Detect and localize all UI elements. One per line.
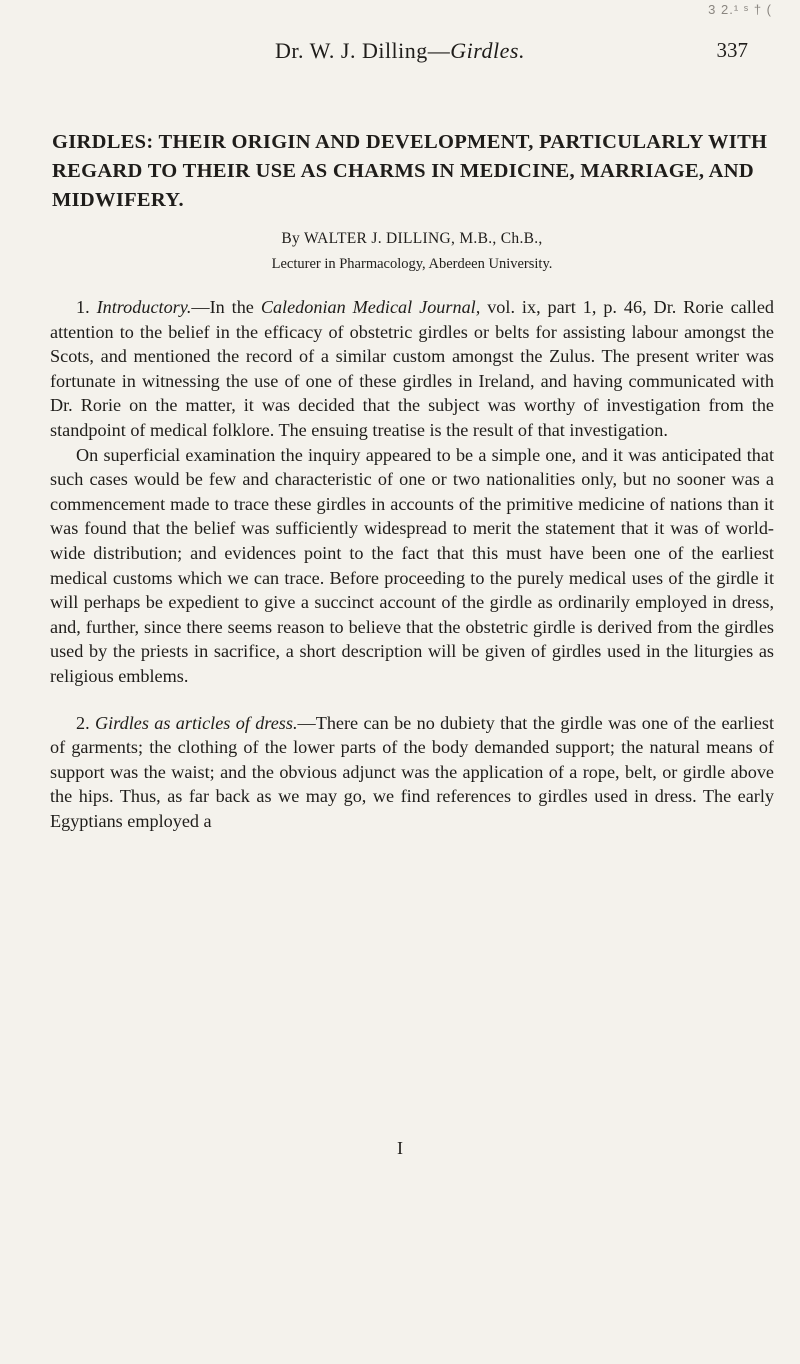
article-title: GIRDLES: THEIR ORIGIN AND DEVELOPMENT, PARTICULARLY WITH REGARD TO THEIR USE AS CHARMS IN MEDICINE, MARRIAGE, AND MIDWIFERY. (52, 131, 768, 211)
section-2-paragraph-1 (50, 711, 774, 834)
handwritten-corner-mark: 3 2.¹ ˢ † ( (708, 2, 772, 17)
article-byline: By WALTER J. DILLING, M.B., Ch.B., (281, 230, 543, 247)
section-1-heading: Introductory. (96, 297, 192, 317)
running-title-italic: Girdles. (450, 38, 525, 63)
section-1-paragraph-2: On superficial examination the inquiry appeared to be a simple one, and it was anticipated that such cases would be few and characteristic of one or two nationalities only, but no sooner was a commencement made to trace these girdles in accounts of the primitive medicine of nations than it was found that the belief was sufficiently widespread to merit the statement that it was of world-wide distribution; and evidences point to the fact that this must have been one of the earliest medical customs which we can trace. Before proceeding to the purely medical uses of the girdle it will perhaps be expedient to give a succinct account of the girdle as ordinarily employed in dress, and, further, since there seems reason to believe that the obstetric girdle is derived from the girdles used by the priests in sacrifice, a short description will be given of girdles used in the liturgies as religious emblems. (50, 444, 774, 686)
section-2-text: —There can be no dubiety that the girdle was one of the earliest of garments; the clothing of the lower parts of the body demanded support; the natural means of support was the waist; and the obvious adjunct was the application of a rope, belt, or girdle above the hips. Thus, as far back as we may go, we find references to girdles used in dress. The early Egyptians employed a (50, 712, 774, 831)
running-head (0, 38, 800, 68)
journal-name: Caledonian Medical Journal, (260, 297, 481, 317)
section-1-number: 1. (76, 297, 90, 317)
section-1-paragraph-1 (50, 295, 774, 443)
article-body (50, 295, 774, 833)
section-1-text-a: —In the (191, 297, 261, 317)
section-2-heading: Girdles as articles of dress. (95, 712, 298, 733)
section-2-number: 2. (76, 712, 90, 733)
article-content (50, 128, 774, 833)
running-title (0, 38, 800, 64)
page-number: 337 (716, 38, 748, 62)
signature-mark: I (397, 1138, 403, 1158)
section-1-text-b: vol. ix, part 1, p. 46, Dr. Rorie called attention to the belief in the efficacy of obstetric girdles or belts for assisting labour amongst the Scots, and mentioned the record of a similar custom amongst the Zulus. The present writer was fortunate in witnessing the use of one of these girdles in Ireland, and having communicated with Dr. Rorie on the matter, it was decided that the subject was worthy of investigation from the standpoint of medical folklore. The ensuing treatise is the result of that investigation. (50, 297, 774, 440)
author-affiliation: Lecturer in Pharmacology, Aberdeen University. (271, 256, 553, 272)
running-author: Dr. W. J. Dilling— (275, 38, 451, 63)
